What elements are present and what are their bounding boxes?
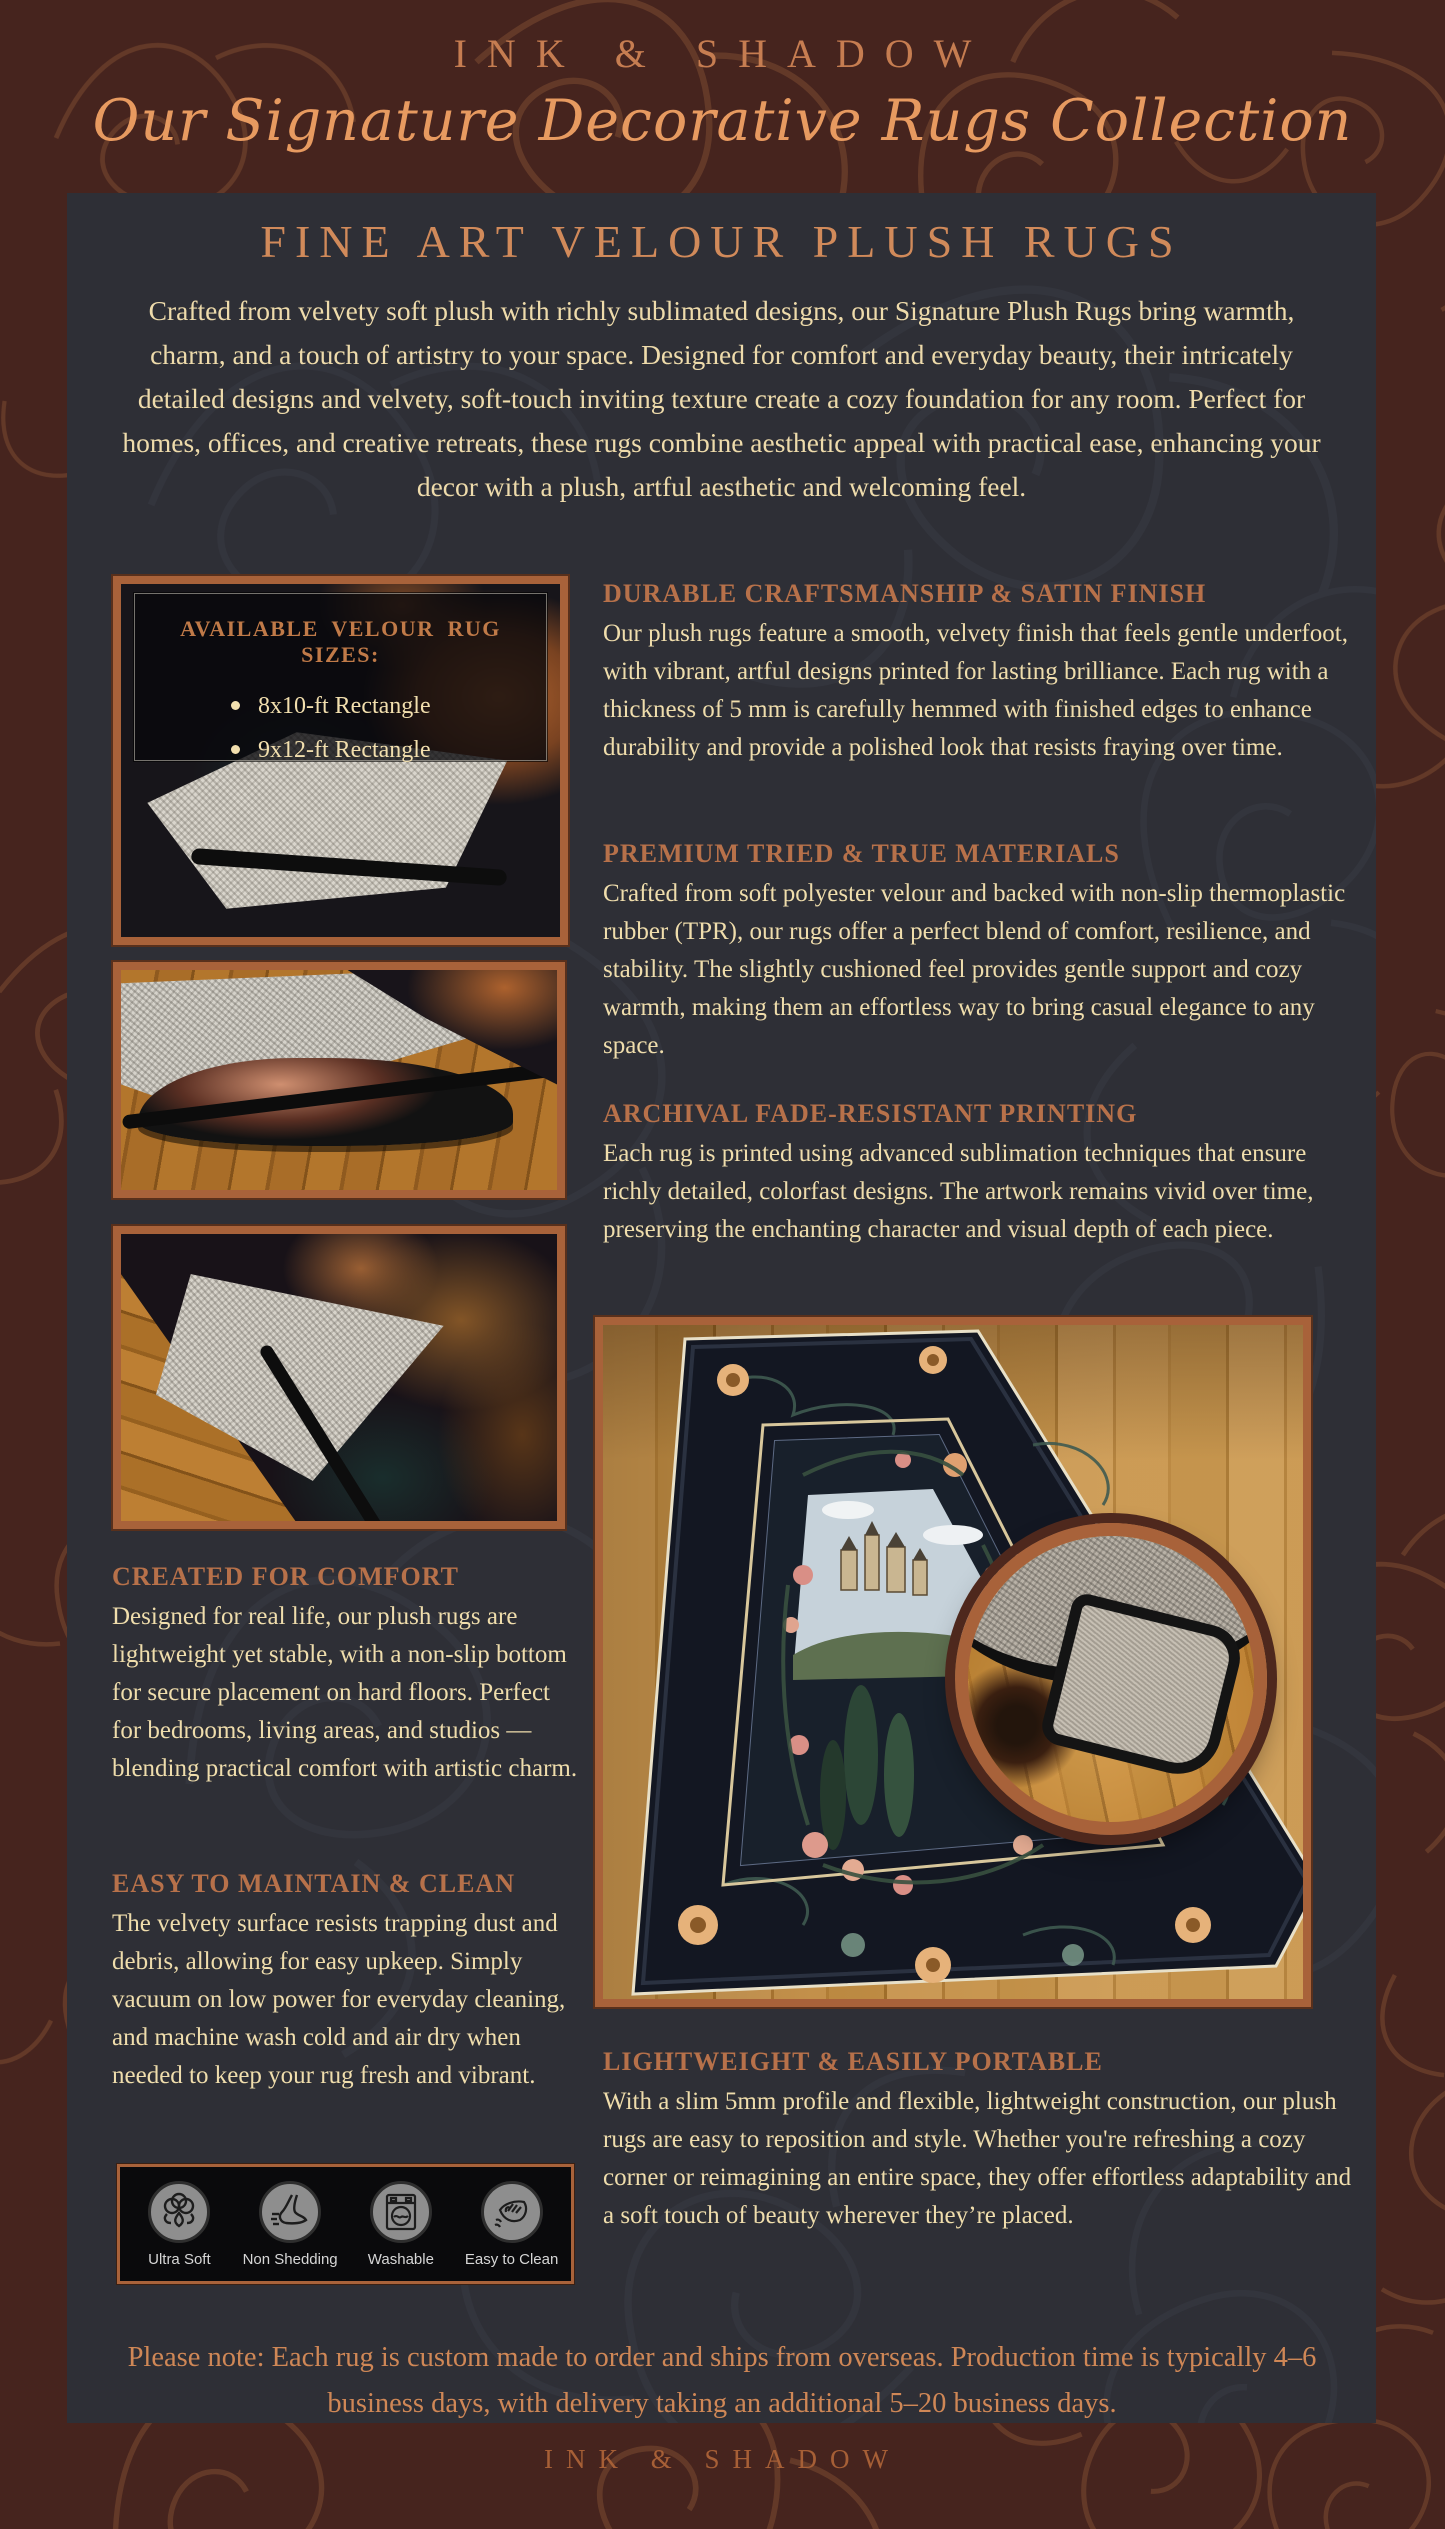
intro-paragraph: Crafted from velvety soft plush with richly sublimated designs, our Signature Plush Rugs bring warmth, charm, and a touch of artistry to your space. Designed for comfort and everyday beauty, their intricately detailed designs and velvety, soft-touch inviting texture create a cozy foundation for any room. Perfect for homes, offices, and creative retreats, these rugs combine aesthetic appeal with practical ease, enhancing your decor with a plush, artful aesthetic and welcoming feel. xyxy=(122,295,1321,502)
photo-rug-corner-sizes xyxy=(113,576,568,945)
section-heading-portable: LIGHTWEIGHT & EASILY PORTABLE xyxy=(603,2047,1103,2076)
section-heading-comfort: CREATED FOR COMFORT xyxy=(112,1562,459,1591)
brand-wordmark-footer: INK & SHADOW xyxy=(544,2444,901,2474)
section-heading-materials: PREMIUM TRIED & TRUE MATERIALS xyxy=(603,839,1120,868)
section-body-materials: Crafted from soft polyester velour and backed with non-slip thermoplastic rubber (TPR), our rugs offer a perfect blend of comfort, resilience, and stability. The slightly cushioned feel provides gentle support and cozy warmth, making them an effortless way to bring casual elegance to any space. xyxy=(603,880,1346,1059)
washing-machine-icon xyxy=(370,2181,432,2243)
section-body-durable: Our plush rugs feature a smooth, velvety finish that feels gentle underfoot, with vibrant, artful designs printed for lasting brilliance. Each rug with a thickness of 5 mm is carefully hemmed with finished edges to enhance durability and provide a polished look that resists fraying over time. xyxy=(603,620,1348,761)
section-body-comfort: Designed for real life, our plush rugs are lightweight yet stable, with a non-slip bottom for secure placement on hard floors. Perfect for bedrooms, living areas, and studios — blending practical comfort with artistic charm. xyxy=(112,1603,578,1782)
content-panel xyxy=(67,193,1376,2423)
photo-rug-rolled-edge xyxy=(113,962,565,1198)
photo-rug-room-scene xyxy=(595,1317,1311,2007)
size-item: 8x10-ft Rectangle xyxy=(231,684,546,728)
hand-wipe-icon xyxy=(481,2181,543,2243)
rug-backing-inset-circle xyxy=(955,1523,1267,1835)
section-heading-printing: ARCHIVAL FADE-RESISTANT PRINTING xyxy=(603,1099,1138,1128)
section-body-maintain: The velvety surface resists trapping dust and debris, allowing for easy upkeep. Simply vacuum on low power for everyday cleaning, and machine wash cold and air dry when needed to keep your rug fresh and vibrant. xyxy=(112,1910,566,2089)
feature-badges-strip xyxy=(117,2164,574,2284)
badge-label: Ultra Soft xyxy=(148,2250,211,2268)
badge-label: Washable xyxy=(367,2250,434,2268)
sizes-list xyxy=(231,684,546,772)
sizes-heading: AVAILABLE VELOUR RUG SIZES: xyxy=(180,616,501,667)
section-heading-maintain: EASY TO MAINTAIN & CLEAN xyxy=(112,1869,515,1898)
badge-ultra-soft xyxy=(127,2181,231,2268)
bullet-dot xyxy=(231,745,240,754)
section-body-printing: Each rug is printed using advanced sublimation techniques that ensure richly detailed, colorfast designs. The artwork remains vivid over time, preserving the enchanting character and visual depth of each piece. xyxy=(603,1140,1314,1243)
brand-wordmark-header: INK & SHADOW xyxy=(453,31,992,76)
photo-rug-corner-folded xyxy=(113,1226,565,1529)
size-item: 9x12-ft Rectangle xyxy=(231,728,546,772)
bullet-dot xyxy=(231,701,240,710)
production-shipping-note: Please note: Each rug is custom made to order and ships from overseas. Production time is typically 4–6 business days, with delivery taking an additional 5–20 business days. xyxy=(127,2342,1317,2419)
badge-washable xyxy=(349,2181,453,2268)
available-sizes-box xyxy=(134,593,547,761)
collection-subtitle: Our Signature Decorative Rugs Collection xyxy=(92,88,1353,154)
section-body-portable: With a slim 5mm profile and flexible, lightweight construction, our plush rugs are easy to reposition and style. Whether you're refreshing a cozy corner or reimagining an entire space, they offer effortless adaptability and a soft touch of beauty wherever they’re placed. xyxy=(603,2088,1352,2229)
badge-label: Non Shedding xyxy=(242,2250,338,2268)
badge-label: Easy to Clean xyxy=(464,2250,559,2268)
badge-non-shedding xyxy=(238,2181,342,2268)
foot-icon xyxy=(259,2181,321,2243)
badge-easy-clean xyxy=(460,2181,564,2268)
cotton-icon xyxy=(148,2181,210,2243)
section-heading-durable: DURABLE CRAFTSMANSHIP & SATIN FINISH xyxy=(603,579,1207,608)
page-title: FINE ART VELOUR PLUSH RUGS xyxy=(260,216,1183,267)
